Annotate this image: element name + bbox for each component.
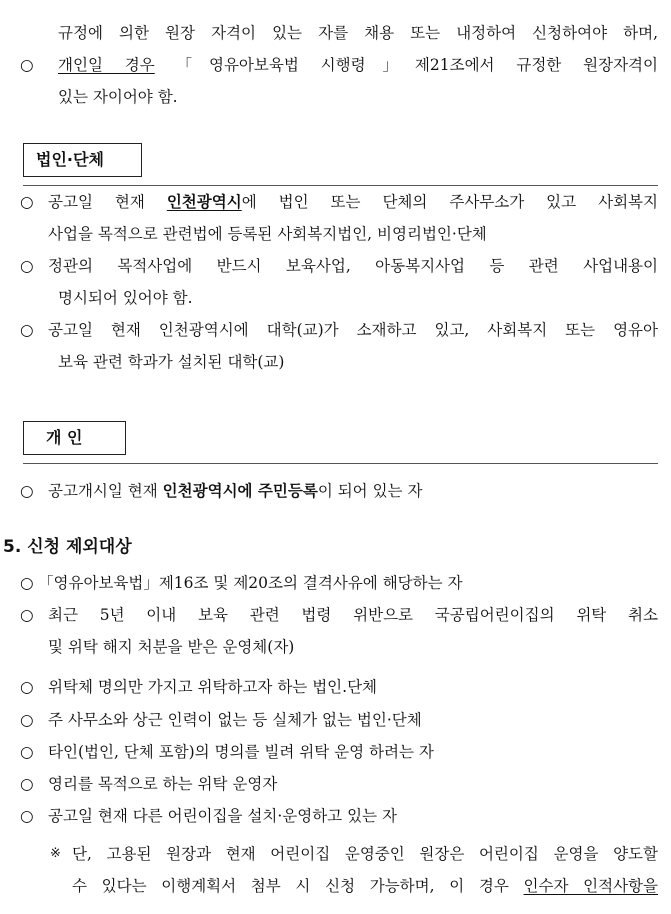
bullet: ○ <box>20 574 34 592</box>
personal-requirement <box>58 55 658 75</box>
exclusion-item-1: 「영유아보육법」제16조 및 제20조의 결격사유에 해당하는 자 <box>38 574 463 592</box>
individual-bold: 인천광역시에 주민등록 <box>162 482 318 500</box>
individual-item <box>48 481 422 501</box>
exclusion-item-4: 주 사무소와 상근 인력이 없는 등 실체가 없는 법인·단체 <box>48 711 422 729</box>
corp-item-3-cont: 보육 관련 학과가 설치된 대학(교) <box>58 353 285 371</box>
personal-label: 개인일 경우 <box>58 56 155 74</box>
bullet: ○ <box>20 606 34 624</box>
bullet: ○ <box>20 257 34 275</box>
wonjang-continuation: 규정에 의한 원장 자격이 있는 자를 채용 또는 내정하여 신청하여야 하며, <box>58 24 658 42</box>
bullet: ○ <box>20 321 34 339</box>
individual-label-box: 개 인 <box>23 421 126 455</box>
bullet: ○ <box>20 711 34 729</box>
bullet: ○ <box>20 482 34 500</box>
corp-item-1-bold: 인천광역시 <box>166 193 242 211</box>
bullet: ○ <box>20 56 34 74</box>
exclusion-item-2-cont: 및 위탁 해지 처분을 받은 운영체(자) <box>48 638 295 656</box>
bullet: ○ <box>20 678 34 696</box>
note-underlined: 인수자 인적사항을 <box>523 877 658 895</box>
corp-item-1-cont: 사업을 목적으로 관련법에 등록된 사회복지법인, 비영리법인·단체 <box>48 225 487 243</box>
corp-item-2-cont: 명시되어 있어야 함. <box>58 289 193 307</box>
corp-label-box: 법인·단체 <box>23 143 142 177</box>
corp-item-3: 공고일 현재 인천광역시에 대학(교)가 소재하고 있고, 사회복지 또는 영유아 <box>48 321 658 339</box>
personal-rest: 「영유아보육법 시행령」제21조에서 규정한 원장자격이 <box>176 56 658 74</box>
exclusion-item-5: 타인(법인, 단체 포함)의 명의를 빌려 위탁 운영 하려는 자 <box>48 743 434 761</box>
note-cont-text: 수 있다는 이행계획서 첨부 시 신청 가능하며, 이 경우 <box>72 877 524 895</box>
individual-pre: 공고개시일 현재 <box>48 482 163 500</box>
exclusion-item-2: 최근 5년 이내 보육 관련 법령 위반으로 국공립어린이집의 위탁 취소 <box>48 606 658 624</box>
exclusion-item-7: 공고일 현재 다른 어린이집을 설치·운영하고 있는 자 <box>48 807 397 825</box>
exclusion-item-6: 영리를 목적으로 하는 위탁 운영자 <box>48 775 278 793</box>
section-5-heading: 5. 신청 제외대상 <box>3 537 132 557</box>
bullet: ○ <box>20 775 34 793</box>
corp-item-2: 정관의 목적사업에 반드시 보육사업, 아동복지사업 등 관련 사업내용이 <box>48 257 658 275</box>
individual-post: 이 되어 있는 자 <box>317 482 423 500</box>
individual-rule <box>23 463 658 464</box>
corp-item-1-post: 에 법인 또는 단체의 주사무소가 있고 사회복지 <box>241 193 658 211</box>
exclusion-item-3: 위탁체 명의만 가지고 위탁하고자 하는 법인.단체 <box>48 678 378 696</box>
bullet: ○ <box>20 807 34 825</box>
note-mark: ※ <box>50 846 61 861</box>
note-text: 단, 고용된 원장과 현재 어린이집 운영중인 원장은 어린이집 운영을 양도할 <box>72 845 658 863</box>
corp-rule <box>23 185 658 186</box>
wonjang-end: 있는 자이어야 함. <box>58 88 178 106</box>
corp-item-1 <box>48 192 658 212</box>
bullet: ○ <box>20 743 34 761</box>
bullet: ○ <box>20 193 34 211</box>
corp-item-1-pre: 공고일 현재 <box>48 193 167 211</box>
note-cont <box>72 876 658 896</box>
